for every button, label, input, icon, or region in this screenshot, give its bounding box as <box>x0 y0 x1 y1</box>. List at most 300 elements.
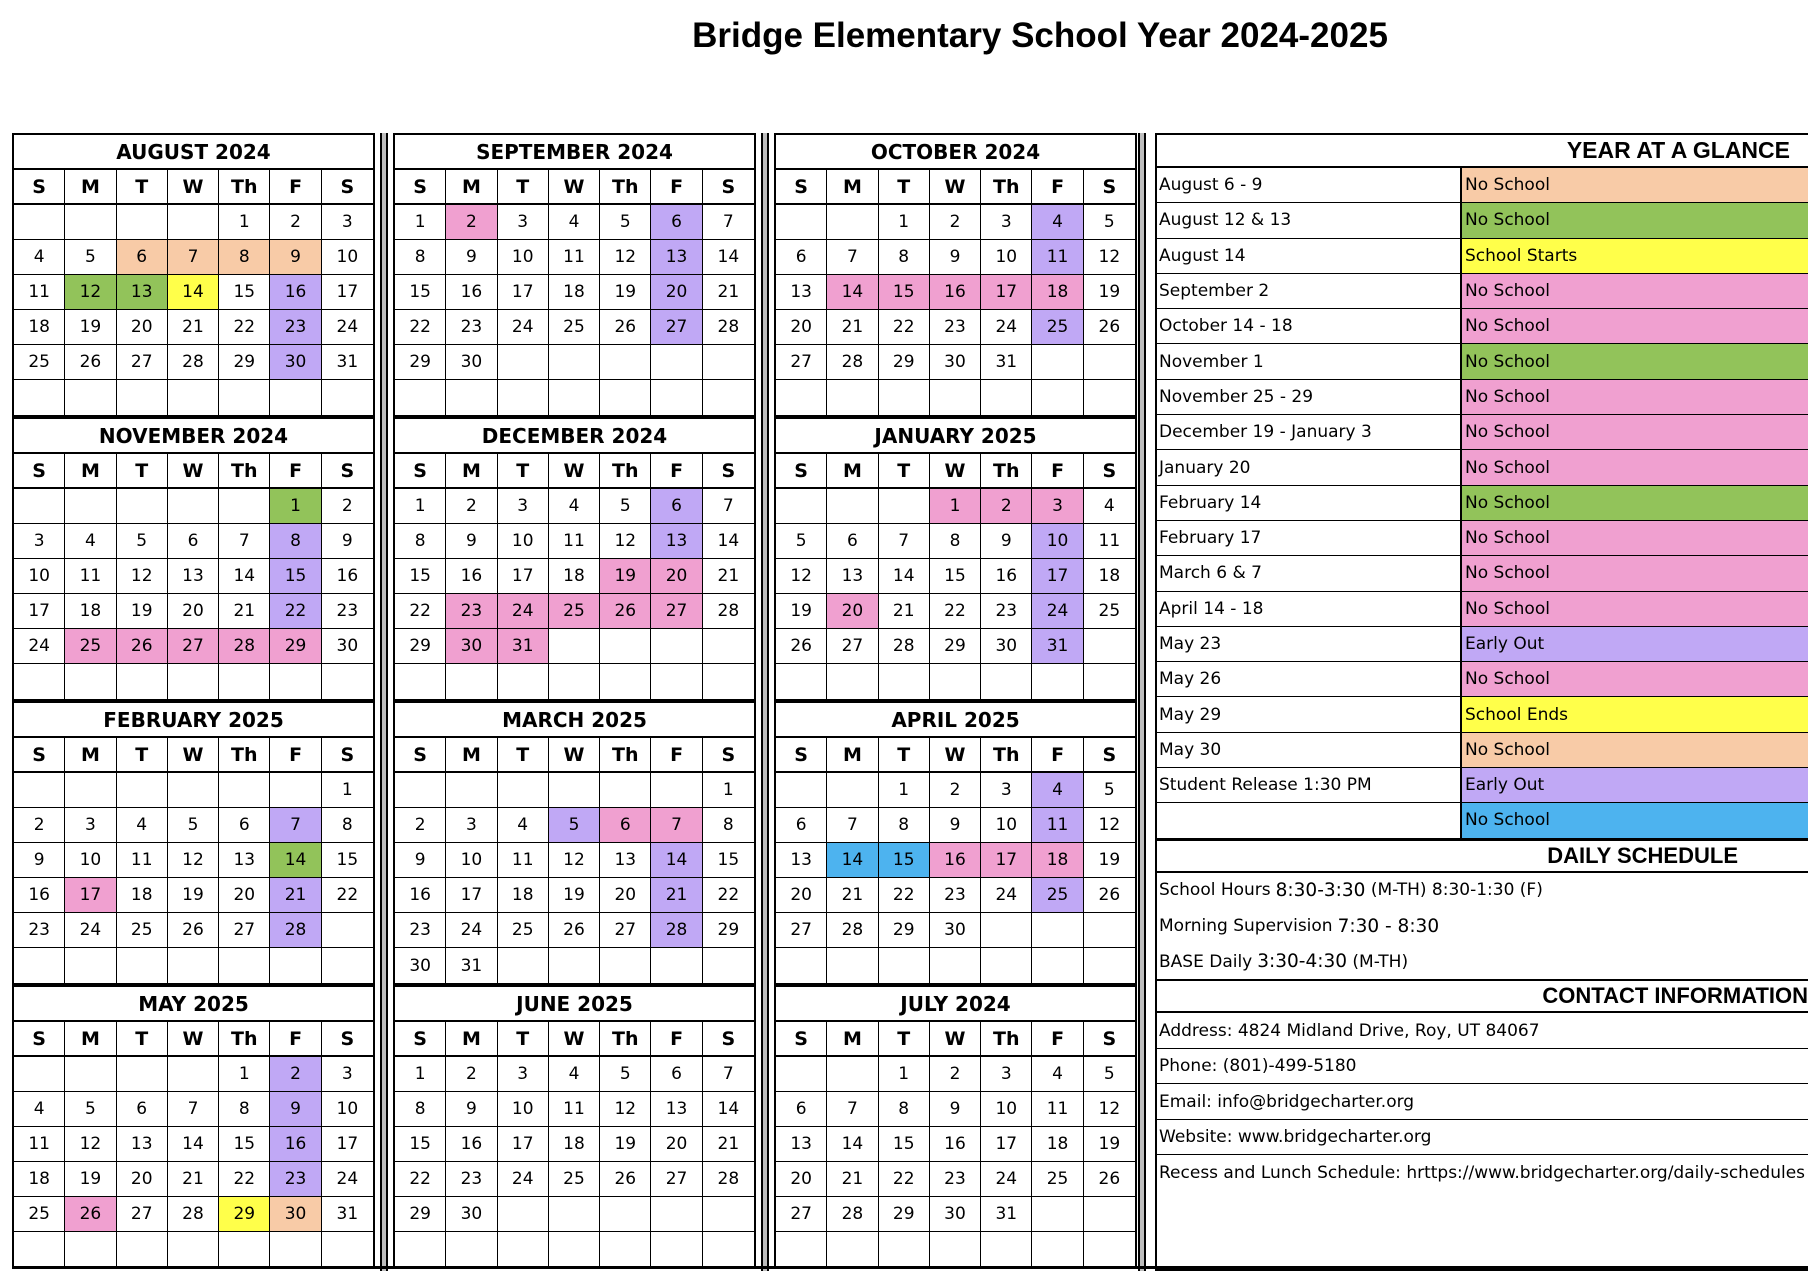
calendar-day: 9 <box>930 240 981 275</box>
empty-day-cell <box>879 1232 930 1267</box>
empty-day-cell <box>549 773 600 808</box>
calendar-day: 30 <box>446 345 497 380</box>
empty-day-cell <box>600 380 651 415</box>
month-title: MARCH 2025 <box>395 703 754 738</box>
weekday-header: M <box>65 738 116 773</box>
calendar-day: 14 <box>168 1127 219 1162</box>
calendar-day: 21 <box>168 1162 219 1197</box>
calendar-day: 18 <box>117 878 168 913</box>
contact-website: Website: www.bridgecharter.org <box>1157 1120 1808 1156</box>
calendar-day: 30 <box>930 913 981 948</box>
glance-status: Early Out <box>1462 627 1808 661</box>
weekday-header: M <box>827 1022 878 1057</box>
weekday-header: S <box>1084 454 1135 489</box>
calendar-day: 20 <box>651 559 702 594</box>
empty-day-cell <box>600 1197 651 1232</box>
empty-day-cell <box>776 948 827 983</box>
empty-day-cell <box>651 345 702 380</box>
weekday-header: W <box>549 738 600 773</box>
weekday-header: T <box>117 738 168 773</box>
calendar-day: 24 <box>65 913 116 948</box>
calendar-day: 29 <box>219 345 270 380</box>
empty-day-cell <box>1084 948 1135 983</box>
calendar-day: 14 <box>879 559 930 594</box>
weekday-header: W <box>549 1022 600 1057</box>
calendar-day: 21 <box>827 1162 878 1197</box>
calendar-day: 1 <box>395 1057 446 1092</box>
calendar-day: 3 <box>14 524 65 559</box>
month-title: MAY 2025 <box>14 987 373 1022</box>
glance-status: No School <box>1462 662 1808 696</box>
empty-day-cell <box>270 773 321 808</box>
calendar-day: 8 <box>322 808 373 843</box>
weekday-header: S <box>395 738 446 773</box>
calendar-day: 13 <box>600 843 651 878</box>
calendar-day: 12 <box>168 843 219 878</box>
calendar-day: 10 <box>446 843 497 878</box>
weekday-header: W <box>168 1022 219 1057</box>
empty-day-cell <box>1032 345 1083 380</box>
calendar-day: 3 <box>498 205 549 240</box>
calendar-day: 19 <box>600 1127 651 1162</box>
glance-status: No School <box>1462 592 1808 626</box>
calendar-day: 18 <box>1032 275 1083 310</box>
empty-day-cell <box>703 1232 754 1267</box>
calendar-day: 4 <box>549 1057 600 1092</box>
column-separator <box>1138 133 1146 1271</box>
calendar-day: 11 <box>117 843 168 878</box>
calendar-day: 17 <box>981 843 1032 878</box>
calendar-day: 10 <box>322 1092 373 1127</box>
calendar-day: 6 <box>651 489 702 524</box>
calendar-day: 5 <box>65 1092 116 1127</box>
calendar-day: 4 <box>14 1092 65 1127</box>
empty-day-cell <box>703 948 754 983</box>
calendar-day: 31 <box>498 629 549 664</box>
calendar-day: 18 <box>1032 843 1083 878</box>
empty-day-cell <box>446 773 497 808</box>
weekday-header: M <box>827 170 878 205</box>
calendar-day: 26 <box>65 345 116 380</box>
calendar-day: 21 <box>651 878 702 913</box>
schedule-note: (M-TH) 8:30-1:30 (F) <box>1365 880 1543 901</box>
weekday-header: F <box>651 170 702 205</box>
calendar-day: 9 <box>930 1092 981 1127</box>
weekday-header: W <box>168 454 219 489</box>
calendar-day: 7 <box>270 808 321 843</box>
month-day-grid <box>776 1022 1135 1267</box>
calendar-day: 2 <box>270 205 321 240</box>
empty-day-cell <box>549 345 600 380</box>
glance-date: December 19 - January 3 <box>1157 415 1462 449</box>
calendar-day: 3 <box>498 489 549 524</box>
calendar-day: 21 <box>827 310 878 345</box>
calendar-day: 3 <box>322 1057 373 1092</box>
weekday-header: M <box>65 454 116 489</box>
empty-day-cell <box>270 664 321 699</box>
calendar-day: 25 <box>117 913 168 948</box>
weekday-header: Th <box>219 454 270 489</box>
calendar-day: 23 <box>395 913 446 948</box>
empty-day-cell <box>549 948 600 983</box>
calendar-day: 20 <box>651 275 702 310</box>
calendar-day: 26 <box>1084 310 1135 345</box>
month-title: SEPTEMBER 2024 <box>395 135 754 170</box>
calendar-day: 15 <box>395 1127 446 1162</box>
empty-day-cell <box>879 948 930 983</box>
month-day-grid <box>395 454 754 699</box>
empty-day-cell <box>14 1232 65 1267</box>
calendar-day: 3 <box>981 205 1032 240</box>
weekday-header: S <box>1084 170 1135 205</box>
calendar-day: 11 <box>14 1127 65 1162</box>
empty-day-cell <box>395 1232 446 1267</box>
calendar-day: 1 <box>879 205 930 240</box>
calendar-day: 9 <box>930 808 981 843</box>
weekday-header: S <box>395 454 446 489</box>
bottom-rule <box>12 1266 1808 1269</box>
empty-day-cell <box>776 489 827 524</box>
glance-status: No School <box>1462 521 1808 555</box>
empty-day-cell <box>879 489 930 524</box>
calendar-day: 18 <box>14 1162 65 1197</box>
calendar-day: 16 <box>446 1127 497 1162</box>
calendar-day: 15 <box>395 275 446 310</box>
empty-day-cell <box>117 1232 168 1267</box>
calendar-day: 10 <box>498 524 549 559</box>
month-calendar <box>12 417 375 701</box>
calendar-day: 26 <box>1084 1162 1135 1197</box>
empty-day-cell <box>1084 664 1135 699</box>
weekday-header: W <box>549 454 600 489</box>
weekday-header: Th <box>981 170 1032 205</box>
calendar-day: 5 <box>600 1057 651 1092</box>
calendar-day: 2 <box>446 489 497 524</box>
calendar-day: 6 <box>776 240 827 275</box>
calendar-day: 4 <box>1032 773 1083 808</box>
weekday-header: W <box>168 170 219 205</box>
weekday-header: S <box>322 738 373 773</box>
weekday-header: S <box>14 738 65 773</box>
calendar-day: 10 <box>981 808 1032 843</box>
calendar-day: 8 <box>879 1092 930 1127</box>
month-day-grid <box>395 738 754 983</box>
calendar-day: 18 <box>549 1127 600 1162</box>
weekday-header: S <box>703 738 754 773</box>
weekday-header: S <box>14 1022 65 1057</box>
weekday-header: M <box>446 454 497 489</box>
calendar-day: 15 <box>879 1127 930 1162</box>
empty-day-cell <box>117 948 168 983</box>
empty-day-cell <box>827 1057 878 1092</box>
empty-day-cell <box>270 380 321 415</box>
schedule-row <box>1157 908 1808 944</box>
calendar-day: 16 <box>14 878 65 913</box>
calendar-day: 7 <box>651 808 702 843</box>
calendar-day: 2 <box>322 489 373 524</box>
calendar-day: 16 <box>446 275 497 310</box>
calendar-day: 1 <box>219 205 270 240</box>
calendar-day: 2 <box>395 808 446 843</box>
weekday-header: S <box>776 738 827 773</box>
calendar-day: 27 <box>168 629 219 664</box>
calendar-day: 19 <box>1084 843 1135 878</box>
calendar-day: 7 <box>168 240 219 275</box>
glance-row <box>1157 309 1808 344</box>
calendar-day: 30 <box>981 629 1032 664</box>
glance-row <box>1157 521 1808 556</box>
calendar-day: 7 <box>219 524 270 559</box>
empty-day-cell <box>117 1057 168 1092</box>
calendar-day: 28 <box>703 1162 754 1197</box>
empty-day-cell <box>168 1057 219 1092</box>
calendar-day: 22 <box>395 594 446 629</box>
calendar-day: 17 <box>14 594 65 629</box>
month-calendar <box>774 985 1137 1269</box>
empty-day-cell <box>65 1057 116 1092</box>
calendar-day: 27 <box>776 345 827 380</box>
calendar-day: 24 <box>498 310 549 345</box>
calendar-day: 14 <box>703 524 754 559</box>
empty-day-cell <box>776 380 827 415</box>
calendar-day: 31 <box>981 1197 1032 1232</box>
month-calendar <box>393 985 756 1269</box>
calendar-day: 13 <box>651 524 702 559</box>
calendar-day: 13 <box>219 843 270 878</box>
empty-day-cell <box>117 205 168 240</box>
empty-day-cell <box>930 1232 981 1267</box>
calendar-day: 20 <box>827 594 878 629</box>
calendar-day: 11 <box>549 240 600 275</box>
empty-day-cell <box>14 205 65 240</box>
empty-day-cell <box>1032 1197 1083 1232</box>
calendar-day: 16 <box>930 1127 981 1162</box>
calendar-day: 22 <box>270 594 321 629</box>
calendar-day: 17 <box>498 275 549 310</box>
calendar-day: 11 <box>498 843 549 878</box>
empty-day-cell <box>879 664 930 699</box>
month-calendar <box>12 701 375 985</box>
calendar-day: 30 <box>322 629 373 664</box>
calendar-day: 4 <box>549 489 600 524</box>
empty-day-cell <box>651 380 702 415</box>
calendar-day: 20 <box>776 1162 827 1197</box>
calendar-day: 13 <box>117 275 168 310</box>
calendar-day: 12 <box>65 275 116 310</box>
weekday-header: F <box>1032 1022 1083 1057</box>
glance-date: May 26 <box>1157 662 1462 696</box>
empty-day-cell <box>14 489 65 524</box>
calendar-day: 23 <box>14 913 65 948</box>
calendar-day: 20 <box>600 878 651 913</box>
glance-date: March 6 & 7 <box>1157 556 1462 590</box>
empty-day-cell <box>1084 913 1135 948</box>
empty-day-cell <box>776 1057 827 1092</box>
calendar-day: 28 <box>168 345 219 380</box>
calendar-day: 1 <box>879 1057 930 1092</box>
calendar-day: 28 <box>651 913 702 948</box>
calendar-day: 29 <box>879 1197 930 1232</box>
empty-day-cell <box>1032 948 1083 983</box>
weekday-header: S <box>776 454 827 489</box>
empty-day-cell <box>879 380 930 415</box>
calendar-day: 16 <box>981 559 1032 594</box>
column-separator <box>380 133 388 1271</box>
schedule-label: BASE Daily <box>1159 951 1253 972</box>
calendar-day: 11 <box>65 559 116 594</box>
month-calendar <box>393 701 756 985</box>
calendar-day: 31 <box>981 345 1032 380</box>
weekday-header: T <box>879 1022 930 1057</box>
calendar-day: 29 <box>879 913 930 948</box>
calendar-day: 7 <box>827 808 878 843</box>
calendar-day: 6 <box>651 1057 702 1092</box>
calendar-day: 5 <box>1084 1057 1135 1092</box>
glance-status: School Starts <box>1462 239 1808 273</box>
empty-day-cell <box>322 913 373 948</box>
calendar-day: 6 <box>827 524 878 559</box>
calendar-day: 17 <box>322 1127 373 1162</box>
empty-day-cell <box>981 913 1032 948</box>
calendar-day: 28 <box>827 913 878 948</box>
weekday-header: F <box>651 454 702 489</box>
calendar-day: 13 <box>776 275 827 310</box>
glance-row <box>1157 450 1808 485</box>
schedule-row <box>1157 944 1808 980</box>
month-title: JULY 2024 <box>776 987 1135 1022</box>
calendar-sheet <box>12 133 1808 1271</box>
calendar-day: 9 <box>446 240 497 275</box>
glance-date: November 1 <box>1157 344 1462 378</box>
glance-date <box>1157 803 1462 837</box>
empty-day-cell <box>322 380 373 415</box>
empty-day-cell <box>395 664 446 699</box>
contact-information-heading: CONTACT INFORMATION <box>1157 979 1808 1013</box>
glance-date: October 14 - 18 <box>1157 309 1462 343</box>
calendar-day: 1 <box>879 773 930 808</box>
calendar-day: 17 <box>498 559 549 594</box>
glance-status: No School <box>1462 309 1808 343</box>
empty-day-cell <box>549 380 600 415</box>
empty-day-cell <box>703 380 754 415</box>
calendar-day: 8 <box>703 808 754 843</box>
empty-day-cell <box>827 489 878 524</box>
empty-day-cell <box>65 205 116 240</box>
calendar-day: 28 <box>168 1197 219 1232</box>
glance-status: No School <box>1462 168 1808 202</box>
weekday-header: T <box>498 1022 549 1057</box>
empty-day-cell <box>827 380 878 415</box>
calendar-day: 17 <box>65 878 116 913</box>
calendar-day: 13 <box>776 1127 827 1162</box>
calendar-day: 4 <box>549 205 600 240</box>
weekday-header: Th <box>981 738 1032 773</box>
calendar-day: 6 <box>600 808 651 843</box>
empty-day-cell <box>65 664 116 699</box>
calendar-day: 12 <box>1084 1092 1135 1127</box>
weekday-header: S <box>395 1022 446 1057</box>
calendar-day: 12 <box>600 240 651 275</box>
calendar-day: 6 <box>117 1092 168 1127</box>
calendar-day: 22 <box>879 1162 930 1197</box>
empty-day-cell <box>776 205 827 240</box>
empty-day-cell <box>322 948 373 983</box>
calendar-day: 30 <box>930 345 981 380</box>
empty-day-cell <box>651 948 702 983</box>
weekday-header: Th <box>981 454 1032 489</box>
contact-recess-lunch-link: Recess and Lunch Schedule: hrttps://www.bridgecharter.org/daily-schedules <box>1159 1163 1806 1184</box>
calendar-day: 3 <box>446 808 497 843</box>
empty-day-cell <box>776 773 827 808</box>
weekday-header: T <box>879 454 930 489</box>
calendar-day: 9 <box>395 843 446 878</box>
glance-row <box>1157 274 1808 309</box>
calendar-day: 15 <box>879 275 930 310</box>
calendar-day: 27 <box>776 1197 827 1232</box>
info-panel <box>1155 133 1808 1271</box>
calendar-day: 27 <box>219 913 270 948</box>
empty-day-cell <box>168 664 219 699</box>
glance-date: August 6 - 9 <box>1157 168 1462 202</box>
calendar-day: 2 <box>930 205 981 240</box>
empty-day-cell <box>168 489 219 524</box>
calendar-day: 16 <box>322 559 373 594</box>
calendar-day: 9 <box>14 843 65 878</box>
calendar-day: 1 <box>270 489 321 524</box>
calendar-day: 6 <box>219 808 270 843</box>
glance-row <box>1157 203 1808 238</box>
calendar-day: 20 <box>776 310 827 345</box>
calendar-day: 28 <box>219 629 270 664</box>
month-day-grid <box>776 170 1135 415</box>
empty-day-cell <box>498 948 549 983</box>
contact-address: Address: 4824 Midland Drive, Roy, UT 84067 <box>1157 1013 1808 1049</box>
empty-day-cell <box>219 380 270 415</box>
calendar-day: 30 <box>446 1197 497 1232</box>
calendar-day: 21 <box>270 878 321 913</box>
glance-row <box>1157 344 1808 379</box>
calendar-day: 19 <box>600 275 651 310</box>
calendar-day: 26 <box>600 594 651 629</box>
weekday-header: M <box>446 1022 497 1057</box>
glance-status: No School <box>1462 344 1808 378</box>
calendar-day: 5 <box>117 524 168 559</box>
glance-date: January 20 <box>1157 450 1462 484</box>
calendar-day: 4 <box>1032 205 1083 240</box>
calendar-day: 5 <box>600 205 651 240</box>
empty-day-cell <box>1084 380 1135 415</box>
glance-date: April 14 - 18 <box>1157 592 1462 626</box>
calendar-day: 3 <box>65 808 116 843</box>
empty-day-cell <box>703 664 754 699</box>
glance-date: May 29 <box>1157 697 1462 731</box>
calendar-day: 3 <box>981 1057 1032 1092</box>
calendar-day: 25 <box>498 913 549 948</box>
calendar-day: 18 <box>549 275 600 310</box>
weekday-header: S <box>322 454 373 489</box>
calendar-day: 6 <box>168 524 219 559</box>
calendar-day: 5 <box>549 808 600 843</box>
calendar-day: 1 <box>930 489 981 524</box>
calendar-day: 18 <box>549 559 600 594</box>
calendar-day: 7 <box>827 1092 878 1127</box>
empty-day-cell <box>549 1232 600 1267</box>
month-day-grid <box>14 1022 373 1267</box>
glance-date: September 2 <box>1157 274 1462 308</box>
schedule-row <box>1157 873 1808 909</box>
weekday-header: W <box>930 454 981 489</box>
calendar-day: 19 <box>1084 275 1135 310</box>
